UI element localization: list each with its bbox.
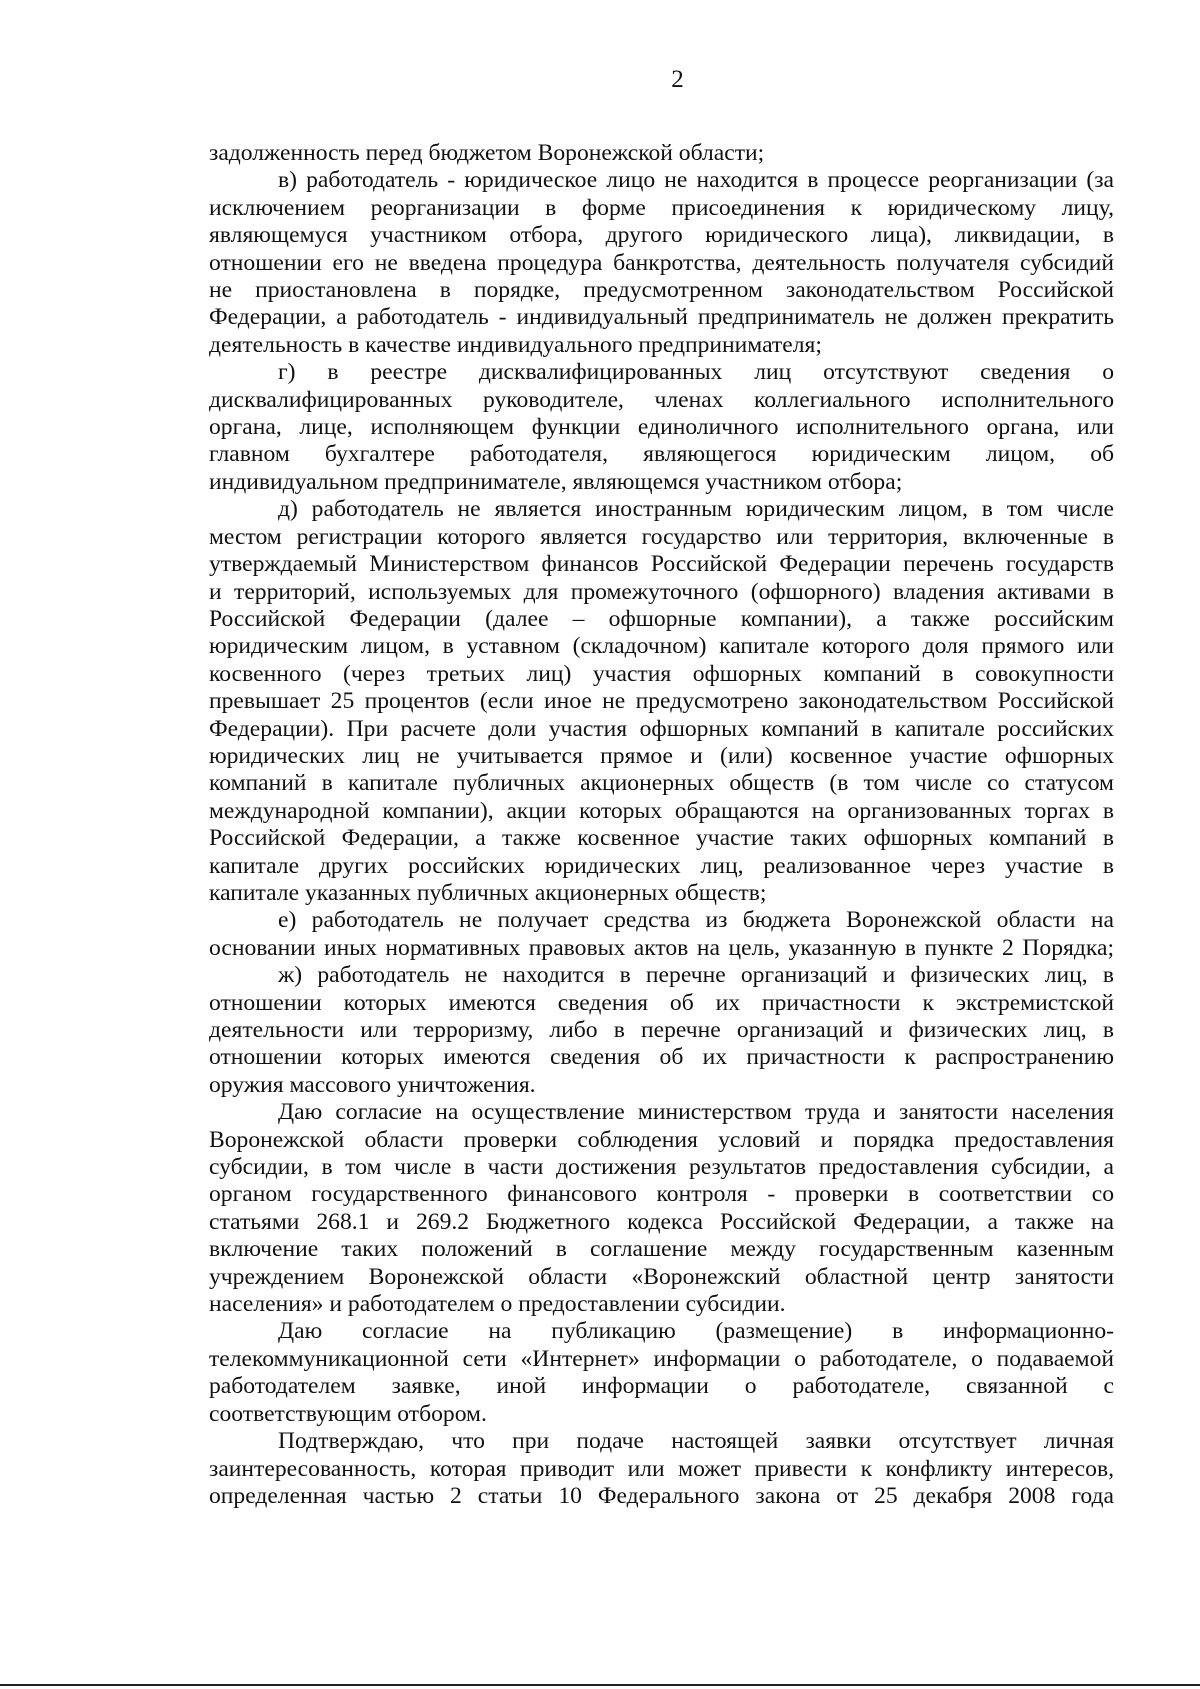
page-number: 2 [671,66,684,93]
text-line: отношении которых имеются сведения об их причастности к распространению [209,1044,1114,1071]
text-line: главном бухгалтере работодателя, являющегося юридическим лицом, об [209,441,1114,468]
text-line: заинтересованность, которая приводит или может привести к конфликту интересов, [209,1455,1114,1482]
text-line: е) работодатель не получает средства из бюджета Воронежской области на [278,907,1114,934]
text-line: субсидии, в том числе в части достижения результатов предоставления субсидии, а [209,1154,1114,1181]
text-line: являющемуся участником отбора, другого юридического лица), ликвидации, в [209,222,1114,249]
text-line: работодателем заявке, иной информации о работодателе, связанной с [209,1373,1114,1400]
text-line: деятельности или терроризму, либо в перечне организаций и физических лиц, в [209,1017,1114,1043]
text-line: превышает 25 процентов (если иное не предусмотрено законодательством Российской [209,688,1114,715]
text-line: Федерации). При расчете доли участия офшорных компаний в капитале российских [209,715,1114,742]
text-line: д) работодатель не является иностранным юридическим лицом, в том числе [278,496,1114,523]
text-line: юридическим лицом, в уставном (складочном) капитале которого доля прямого или [209,633,1114,660]
text-line: населения» и работодателем о предоставлении субсидии. [209,1291,786,1318]
text-line: отношении его не введена процедура банкротства, деятельность получателя субсидий [209,249,1114,276]
text-line: индивидуальном предпринимателе, являющемся участником отбора; [209,468,903,495]
text-line: компаний в капитале публичных акционерных обществ (в том числе со статусом [209,770,1114,797]
text-line: определенная частью 2 статьи 10 Федерального закона от 25 декабря 2008 года [209,1482,1114,1509]
text-line: в) работодатель - юридическое лицо не находится в процессе реорганизации (за [278,167,1114,194]
text-line: Российской Федерации (далее – офшорные компании), а также российским [209,605,1114,632]
text-line: органом государственного финансового контроля - проверки в соответствии со [209,1181,1114,1208]
text-line: г) в реестре дисквалифицированных лиц отсутствуют сведения о [278,359,1114,386]
text-line: деятельность в качестве индивидуального предпринимателя; [209,331,822,358]
text-line: исключением реорганизации в форме присоединения к юридическому лицу, [209,194,1114,221]
text-line: Российской Федерации, а также косвенное участие таких офшорных компаний в [209,825,1114,852]
text-line: статьями 268.1 и 269.2 Бюджетного кодекса Российской Федерации, а также на [209,1208,1114,1235]
text-line: включение таких положений в соглашение между государственным казенным [209,1236,1114,1263]
text-line: соответствующим отбором. [209,1400,487,1427]
document-body [209,140,1114,1510]
text-line: отношении которых имеются сведения об их причастности к экстремистской [209,989,1114,1016]
text-line: международной компании), акции которых обращаются на организованных торгах в [209,797,1114,824]
text-line: учреждением Воронежской области «Воронежский областной центр занятости [209,1263,1114,1290]
text-line: юридических лиц не учитывается прямое и (или) косвенное участие офшорных [209,742,1114,769]
text-line: ж) работодатель не находится в перечне организаций и физических лиц, в [278,962,1114,989]
text-line: косвенного (через третьих лиц) участия офшорных компаний в совокупности [209,660,1114,687]
text-line: основании иных нормативных правовых актов на цель, указанную в пункте 2 Порядка; [209,934,1114,961]
text-line: телекоммуникационной сети «Интернет» информации о работодателе, о подаваемой [209,1345,1114,1372]
text-line: Федерации, а работодатель - индивидуальный предприниматель не должен прекратить [209,304,1114,331]
text-line: и территорий, используемых для промежуточного (офшорного) владения активами в [209,578,1114,605]
text-line: Даю согласие на публикацию (размещение) в информационно- [278,1318,1114,1345]
text-line: дисквалифицированных руководителе, членах коллегиального исполнительного [209,386,1114,413]
text-line: задолженность перед бюджетом Воронежской области; [209,140,765,166]
text-line: капитале указанных публичных акционерных обществ; [209,879,767,906]
text-line: Даю согласие на осуществление министерством труда и занятости населения [278,1099,1114,1126]
text-line: Подтверждаю, что при подаче настоящей заявки отсутствует личная [278,1428,1114,1455]
text-line: утверждаемый Министерством финансов Российской Федерации перечень государств [209,551,1114,578]
text-line: Воронежской области проверки соблюдения условий и порядка предоставления [209,1126,1114,1153]
text-line: местом регистрации которого является государство или территория, включенные в [209,523,1114,550]
text-line: оружия массового уничтожения. [209,1071,536,1098]
text-line: капитале других российских юридических лиц, реализованное через участие в [209,852,1114,879]
page-bottom-rule [0,1684,1200,1686]
text-line: не приостановлена в порядке, предусмотренном законодательством Российской [209,277,1114,304]
text-line: органа, лице, исполняющем функции единоличного исполнительного органа, или [209,414,1114,441]
